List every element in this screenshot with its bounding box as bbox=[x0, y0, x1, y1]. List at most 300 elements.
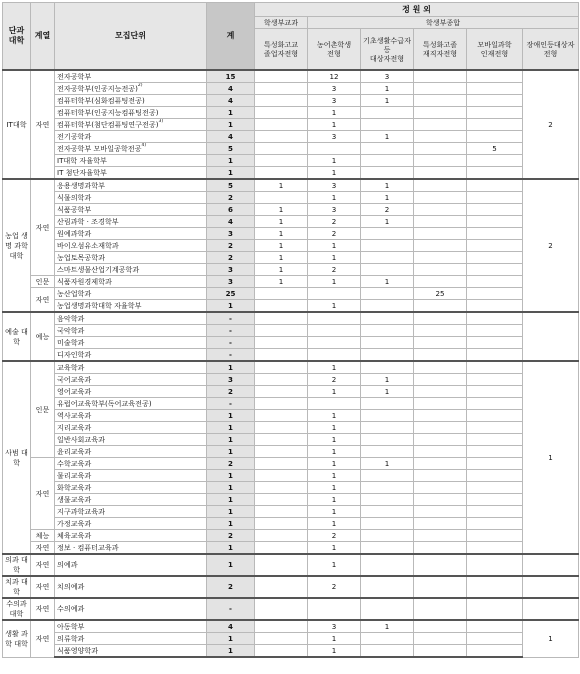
quota-cell bbox=[414, 119, 467, 131]
unit-label: IT대학 자율학부 bbox=[57, 155, 107, 165]
quota-cell bbox=[255, 446, 308, 458]
quota-cell bbox=[414, 633, 467, 645]
quota-cell bbox=[467, 530, 523, 542]
quota-cell bbox=[467, 349, 523, 362]
quota-cell bbox=[414, 494, 467, 506]
quota-cell bbox=[308, 337, 361, 349]
quota-cell bbox=[414, 530, 467, 542]
table-row bbox=[3, 530, 579, 542]
total-cell: 4 bbox=[207, 95, 255, 107]
table-row bbox=[3, 361, 579, 374]
quota-cell: 1 bbox=[308, 276, 361, 288]
quota-cell bbox=[255, 337, 308, 349]
quota-cell bbox=[414, 645, 467, 658]
college-name: 치과 대학 bbox=[3, 576, 31, 598]
quota-cell bbox=[361, 312, 414, 325]
table-row bbox=[3, 620, 579, 633]
field-name: 인문 bbox=[31, 361, 55, 458]
admission-quota-table bbox=[2, 2, 579, 658]
quota-cell bbox=[414, 325, 467, 337]
quota-cell bbox=[255, 530, 308, 542]
quota-cell bbox=[255, 542, 308, 555]
header-outside-quota: 정 원 외 bbox=[255, 3, 579, 17]
unit-label: 정보 · 컴퓨터교육과 bbox=[57, 542, 119, 552]
header-college: 단과 대학 bbox=[3, 3, 31, 71]
quota-cell bbox=[467, 228, 523, 240]
table-row bbox=[3, 337, 579, 349]
quota-cell bbox=[414, 240, 467, 252]
quota-cell bbox=[361, 542, 414, 555]
unit-label: 윤리교육과 bbox=[57, 446, 92, 456]
unit-name bbox=[55, 518, 207, 530]
unit-label: 산림과학 · 조경학부 bbox=[57, 216, 119, 226]
total-cell: 1 bbox=[207, 434, 255, 446]
table-row bbox=[3, 288, 579, 300]
unit-name bbox=[55, 179, 207, 192]
total-cell: 1 bbox=[207, 155, 255, 167]
table-row bbox=[3, 143, 579, 155]
quota-cell bbox=[255, 470, 308, 482]
header-total: 계 bbox=[207, 3, 255, 71]
quota-cell bbox=[467, 240, 523, 252]
field-name: 자연 bbox=[31, 554, 55, 576]
unit-label: 바이오섬유소재학과 bbox=[57, 240, 119, 250]
total-cell: 3 bbox=[207, 264, 255, 276]
quota-cell bbox=[414, 264, 467, 276]
unit-label: 식품공학부 bbox=[57, 204, 92, 214]
header-group-student-record: 학생부교과 bbox=[255, 17, 308, 29]
quota-cell bbox=[414, 506, 467, 518]
unit-label: 식물의학과 bbox=[57, 192, 92, 202]
unit-label: 전자공학부(인공지능전공) bbox=[57, 83, 138, 93]
quota-cell: 1 bbox=[308, 410, 361, 422]
unit-name bbox=[55, 240, 207, 252]
total-cell: 2 bbox=[207, 576, 255, 598]
quota-cell bbox=[255, 95, 308, 107]
table-row bbox=[3, 192, 579, 204]
table-row bbox=[3, 506, 579, 518]
quota-cell bbox=[414, 374, 467, 386]
quota-cell bbox=[467, 155, 523, 167]
unit-name bbox=[55, 494, 207, 506]
college-name: 예술 대학 bbox=[3, 312, 31, 361]
field-name: 체능 bbox=[31, 530, 55, 542]
quota-cell: 2 bbox=[308, 576, 361, 598]
quota-cell bbox=[467, 361, 523, 374]
quota-cell: 1 bbox=[308, 506, 361, 518]
unit-label: 수학교육과 bbox=[57, 458, 92, 468]
field-name: 자연 bbox=[31, 179, 55, 276]
table-row bbox=[3, 542, 579, 555]
header-field: 계열 bbox=[31, 3, 55, 71]
quota-cell bbox=[467, 167, 523, 180]
unit-name bbox=[55, 312, 207, 325]
footnote-marker: 2) bbox=[137, 82, 143, 88]
table-row bbox=[3, 312, 579, 325]
table-row bbox=[3, 119, 579, 131]
quota-cell bbox=[308, 143, 361, 155]
footnote-marker: 3) bbox=[158, 118, 164, 124]
unit-name bbox=[55, 155, 207, 167]
quota-cell bbox=[467, 95, 523, 107]
quota-cell: 12 bbox=[308, 70, 361, 83]
total-cell: 1 bbox=[207, 506, 255, 518]
quota-cell: 1 bbox=[255, 228, 308, 240]
table-row bbox=[3, 410, 579, 422]
table-row bbox=[3, 518, 579, 530]
field-name: 자연 bbox=[31, 620, 55, 657]
quota-cell bbox=[361, 167, 414, 180]
header-track: 특성화고교 졸업자전형 bbox=[255, 29, 308, 71]
quota-cell: 3 bbox=[308, 620, 361, 633]
unit-label: 국어교육과 bbox=[57, 374, 92, 384]
total-cell: - bbox=[207, 398, 255, 410]
quota-cell: 1 bbox=[308, 434, 361, 446]
unit-name bbox=[55, 374, 207, 386]
quota-cell bbox=[361, 155, 414, 167]
header-track: 기초생활수급자등 대상자전형 bbox=[361, 29, 414, 71]
header-track: 특성화고졸 재직자전형 bbox=[414, 29, 467, 71]
college-name: 수의과 대학 bbox=[3, 598, 31, 620]
total-cell: 2 bbox=[207, 240, 255, 252]
quota-cell bbox=[361, 554, 414, 576]
quota-cell bbox=[255, 598, 308, 620]
quota-cell bbox=[361, 143, 414, 155]
quota-cell bbox=[467, 554, 523, 576]
total-cell: 1 bbox=[207, 470, 255, 482]
quota-cell bbox=[467, 598, 523, 620]
quota-cell bbox=[255, 192, 308, 204]
total-cell: 4 bbox=[207, 131, 255, 143]
quota-cell: 1 bbox=[308, 470, 361, 482]
unit-label: 식품영양학과 bbox=[57, 645, 99, 655]
quota-cell bbox=[255, 434, 308, 446]
quota-cell bbox=[414, 95, 467, 107]
unit-name bbox=[55, 131, 207, 143]
unit-name bbox=[55, 506, 207, 518]
quota-cell bbox=[414, 554, 467, 576]
unit-name bbox=[55, 119, 207, 131]
unit-label: 미술학과 bbox=[57, 337, 85, 347]
quota-cell bbox=[361, 482, 414, 494]
quota-cell bbox=[467, 470, 523, 482]
quota-cell bbox=[414, 620, 467, 633]
quota-cell bbox=[414, 312, 467, 325]
quota-cell: 2 bbox=[308, 228, 361, 240]
unit-name bbox=[55, 300, 207, 313]
quota-cell bbox=[361, 107, 414, 119]
unit-label: 식품자원경제학과 bbox=[57, 276, 112, 286]
total-cell: 3 bbox=[207, 276, 255, 288]
quota-cell bbox=[255, 620, 308, 633]
table-row bbox=[3, 83, 579, 95]
quota-cell: 3 bbox=[308, 131, 361, 143]
unit-label: 농업생명과학대학 자율학부 bbox=[57, 300, 142, 310]
quota-cell bbox=[255, 83, 308, 95]
quota-cell bbox=[414, 107, 467, 119]
unit-name bbox=[55, 576, 207, 598]
quota-cell bbox=[361, 470, 414, 482]
header-track: 농어촌학생 전형 bbox=[308, 29, 361, 71]
unit-label: 전자공학부 모바일공학전공 bbox=[57, 143, 142, 153]
college-name: 사범 대학 bbox=[3, 361, 31, 554]
quota-cell bbox=[361, 446, 414, 458]
table-row bbox=[3, 240, 579, 252]
quota-cell: 1 bbox=[308, 155, 361, 167]
quota-cell: 1 bbox=[308, 494, 361, 506]
quota-cell bbox=[255, 70, 308, 83]
quota-cell: 2 bbox=[308, 216, 361, 228]
table-row bbox=[3, 598, 579, 620]
quota-cell bbox=[467, 83, 523, 95]
quota-cell bbox=[414, 434, 467, 446]
table-row bbox=[3, 458, 579, 470]
table-row bbox=[3, 131, 579, 143]
quota-cell bbox=[467, 312, 523, 325]
quota-cell bbox=[467, 410, 523, 422]
quota-cell: 3 bbox=[308, 83, 361, 95]
unit-label: 유럽어교육학부(독어교육전공) bbox=[57, 398, 152, 408]
quota-cell bbox=[255, 494, 308, 506]
quota-cell bbox=[467, 645, 523, 658]
quota-cell: 1 bbox=[255, 264, 308, 276]
quota-cell bbox=[361, 119, 414, 131]
unit-name bbox=[55, 264, 207, 276]
quota-cell bbox=[255, 288, 308, 300]
unit-label: 의류학과 bbox=[57, 633, 85, 643]
quota-cell bbox=[361, 518, 414, 530]
quota-cell bbox=[255, 107, 308, 119]
table-row bbox=[3, 300, 579, 313]
quota-cell: 1 bbox=[361, 458, 414, 470]
quota-cell bbox=[308, 288, 361, 300]
unit-name bbox=[55, 252, 207, 264]
quota-cell: 1 bbox=[255, 216, 308, 228]
quota-cell bbox=[255, 645, 308, 658]
quota-cell bbox=[467, 276, 523, 288]
table-row bbox=[3, 276, 579, 288]
unit-label: 국악학과 bbox=[57, 325, 85, 335]
table-header bbox=[3, 3, 579, 71]
quota-cell bbox=[361, 228, 414, 240]
quota-cell bbox=[255, 349, 308, 362]
quota-cell: 2 bbox=[308, 264, 361, 276]
unit-label: 교육학과 bbox=[57, 362, 85, 372]
quota-cell bbox=[467, 264, 523, 276]
table-row bbox=[3, 434, 579, 446]
quota-cell: 1 bbox=[308, 518, 361, 530]
quota-cell: 1 bbox=[308, 542, 361, 555]
quota-cell bbox=[414, 204, 467, 216]
quota-cell: 2 bbox=[361, 204, 414, 216]
quota-cell bbox=[255, 482, 308, 494]
unit-name bbox=[55, 325, 207, 337]
table-row bbox=[3, 386, 579, 398]
quota-cell: 1 bbox=[361, 192, 414, 204]
quota-cell: 1 bbox=[308, 192, 361, 204]
table-row bbox=[3, 470, 579, 482]
unit-label: 농업토목공학과 bbox=[57, 252, 105, 262]
quota-cell bbox=[255, 633, 308, 645]
quota-cell: 1 bbox=[308, 633, 361, 645]
total-cell: 1 bbox=[207, 542, 255, 555]
quota-cell bbox=[467, 518, 523, 530]
unit-label: 컴퓨터학부(첨단컴퓨팅연구전공) bbox=[57, 119, 159, 129]
unit-name bbox=[55, 216, 207, 228]
unit-name bbox=[55, 349, 207, 362]
unit-label: 체육교육과 bbox=[57, 530, 92, 540]
unit-name bbox=[55, 470, 207, 482]
quota-cell bbox=[467, 482, 523, 494]
total-cell: 1 bbox=[207, 518, 255, 530]
unit-label: 컴퓨터학부(심화컴퓨팅전공) bbox=[57, 95, 145, 105]
quota-cell bbox=[255, 458, 308, 470]
table-row bbox=[3, 576, 579, 598]
quota-cell bbox=[467, 325, 523, 337]
header-track: 장애인등대상자 전형 bbox=[523, 29, 579, 71]
unit-name bbox=[55, 598, 207, 620]
quota-cell: 25 bbox=[414, 288, 467, 300]
quota-cell bbox=[414, 446, 467, 458]
quota-cell bbox=[467, 216, 523, 228]
quota-cell: 1 bbox=[308, 422, 361, 434]
quota-cell bbox=[467, 542, 523, 555]
quota-cell bbox=[414, 337, 467, 349]
quota-cell bbox=[255, 422, 308, 434]
quota-cell bbox=[414, 192, 467, 204]
total-cell: 4 bbox=[207, 216, 255, 228]
quota-cell bbox=[414, 216, 467, 228]
unit-name bbox=[55, 386, 207, 398]
field-name: 자연 bbox=[31, 542, 55, 555]
quota-cell bbox=[467, 179, 523, 192]
total-cell: - bbox=[207, 325, 255, 337]
field-name: 자연 bbox=[31, 288, 55, 313]
unit-name bbox=[55, 276, 207, 288]
quota-cell bbox=[467, 204, 523, 216]
quota-cell bbox=[467, 70, 523, 83]
quota-cell: 1 bbox=[308, 107, 361, 119]
unit-name bbox=[55, 410, 207, 422]
unit-label: IT 첨단자율학부 bbox=[57, 167, 107, 177]
quota-cell bbox=[361, 530, 414, 542]
table-row bbox=[3, 70, 579, 83]
total-cell: 1 bbox=[207, 494, 255, 506]
total-cell: 1 bbox=[207, 361, 255, 374]
total-cell: 1 bbox=[207, 633, 255, 645]
unit-name bbox=[55, 422, 207, 434]
total-cell: 2 bbox=[207, 530, 255, 542]
table-row bbox=[3, 422, 579, 434]
quota-cell bbox=[414, 155, 467, 167]
unit-label: 전자공학부 bbox=[57, 71, 92, 81]
quota-cell bbox=[467, 494, 523, 506]
total-cell: - bbox=[207, 337, 255, 349]
table-row bbox=[3, 228, 579, 240]
quota-cell bbox=[361, 576, 414, 598]
quota-cell bbox=[255, 167, 308, 180]
total-cell: - bbox=[207, 598, 255, 620]
quota-cell bbox=[361, 633, 414, 645]
quota-cell bbox=[361, 422, 414, 434]
footnote-marker: 4) bbox=[141, 142, 147, 148]
total-cell: 1 bbox=[207, 300, 255, 313]
quota-cell bbox=[414, 349, 467, 362]
total-cell: 1 bbox=[207, 167, 255, 180]
quota-cell bbox=[255, 325, 308, 337]
unit-label: 일반사회교육과 bbox=[57, 434, 105, 444]
total-cell: 3 bbox=[207, 374, 255, 386]
quota-cell bbox=[414, 179, 467, 192]
quota-cell bbox=[414, 361, 467, 374]
quota-cell: 1 bbox=[255, 179, 308, 192]
unit-label: 물리교육과 bbox=[57, 470, 92, 480]
field-name: 예능 bbox=[31, 312, 55, 361]
unit-name bbox=[55, 192, 207, 204]
quota-cell: 3 bbox=[308, 179, 361, 192]
table-row bbox=[3, 325, 579, 337]
unit-name bbox=[55, 204, 207, 216]
total-cell: 2 bbox=[207, 192, 255, 204]
quota-cell: 3 bbox=[308, 95, 361, 107]
quota-cell bbox=[255, 143, 308, 155]
quota-cell bbox=[467, 119, 523, 131]
disabled-track-cell bbox=[523, 576, 579, 598]
quota-cell bbox=[467, 422, 523, 434]
table-row bbox=[3, 216, 579, 228]
quota-cell: 1 bbox=[361, 374, 414, 386]
quota-cell bbox=[361, 361, 414, 374]
quota-cell bbox=[255, 506, 308, 518]
quota-cell bbox=[255, 361, 308, 374]
disabled-track-cell: 1 bbox=[523, 620, 579, 657]
unit-label: 원예과학과 bbox=[57, 228, 92, 238]
quota-cell bbox=[361, 398, 414, 410]
quota-cell bbox=[255, 119, 308, 131]
table-body bbox=[3, 70, 579, 657]
disabled-track-cell: 2 bbox=[523, 179, 579, 312]
table-row bbox=[3, 482, 579, 494]
disabled-track-cell bbox=[523, 598, 579, 620]
table-row bbox=[3, 633, 579, 645]
quota-cell: 1 bbox=[308, 386, 361, 398]
quota-cell: 1 bbox=[308, 300, 361, 313]
total-cell: 1 bbox=[207, 554, 255, 576]
quota-cell bbox=[467, 192, 523, 204]
unit-name bbox=[55, 288, 207, 300]
quota-cell: 1 bbox=[308, 458, 361, 470]
disabled-track-cell bbox=[523, 554, 579, 576]
quota-cell: 1 bbox=[308, 240, 361, 252]
quota-cell: 1 bbox=[361, 95, 414, 107]
total-cell: - bbox=[207, 349, 255, 362]
quota-cell bbox=[414, 131, 467, 143]
unit-name bbox=[55, 645, 207, 658]
total-cell: 3 bbox=[207, 228, 255, 240]
total-cell: 1 bbox=[207, 107, 255, 119]
college-name: 의과 대학 bbox=[3, 554, 31, 576]
quota-cell bbox=[467, 288, 523, 300]
quota-cell: 1 bbox=[361, 216, 414, 228]
quota-cell: 1 bbox=[361, 131, 414, 143]
table-row bbox=[3, 374, 579, 386]
quota-cell bbox=[308, 598, 361, 620]
unit-name bbox=[55, 361, 207, 374]
unit-label: 컴퓨터학부(인공지능컴퓨팅전공) bbox=[57, 107, 159, 117]
quota-cell bbox=[414, 458, 467, 470]
quota-cell bbox=[414, 143, 467, 155]
disabled-track-cell bbox=[523, 312, 579, 361]
